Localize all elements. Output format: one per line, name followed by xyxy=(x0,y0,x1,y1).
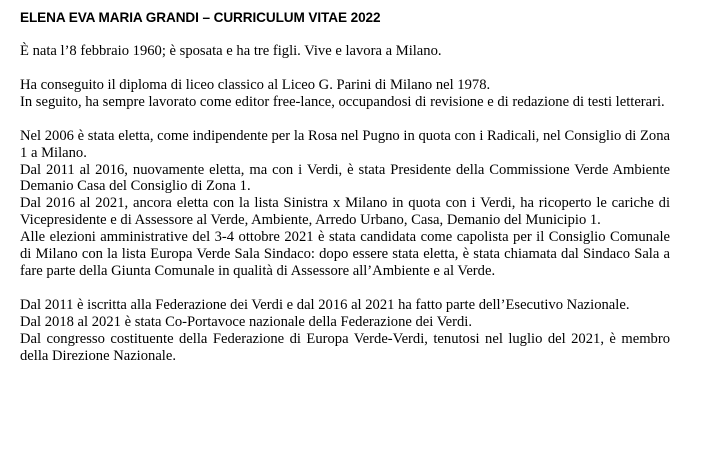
section-political-career xyxy=(20,128,670,280)
paragraph-direzione: Dal congresso costituente della Federazione di Europa Verde-Verdi, tenutosi nel luglio del 2021, è membro della Direzione Nazionale. xyxy=(20,330,670,364)
paragraph-2006: Nel 2006 è stata eletta, come indipendente per la Rosa nel Pugno in quota con i Radicali, nel Consiglio di Zona 1 a Milano. xyxy=(20,127,670,161)
paragraph-birth: È nata l’8 febbraio 1960; è sposata e ha tre figli. Vive e lavora a Milano. xyxy=(20,43,442,59)
section-education xyxy=(20,77,670,111)
paragraph-co-portavoce: Dal 2018 al 2021 è stata Co-Portavoce nazionale della Federazione dei Verdi. xyxy=(20,313,472,330)
paragraph-2021-elections: Alle elezioni amministrative del 3-4 ottobre 2021 è stata candidata come capolista per il Consiglio Comunale di Milano con la lista Europa Verde Sala Sindaco: dopo essere stata eletta, è stata chiamata dal Sindaco Sala a fare parte della Giunta Comunale in qualità di Assessore all’Ambiente e al Verde. xyxy=(20,229,670,279)
cv-page xyxy=(20,0,670,365)
document-title: ELENA EVA MARIA GRANDI – CURRICULUM VITAE 2022 xyxy=(20,10,381,25)
section-personal xyxy=(20,43,670,60)
paragraph-verdi-membership: Dal 2011 è iscritta alla Federazione dei Verdi e dal 2016 al 2021 ha fatto parte dell’Esecutivo Nazionale. xyxy=(20,296,630,313)
paragraph-editor: In seguito, ha sempre lavorato come editor free-lance, occupandosi di revisione e di redazione di testi letterari. xyxy=(20,93,665,110)
paragraph-2011-2016: Dal 2011 al 2016, nuovamente eletta, ma con i Verdi, è stata Presidente della Commissione Verde Ambiente Demanio Casa del Consiglio di Zona 1. xyxy=(20,161,670,195)
section-party xyxy=(20,297,670,365)
paragraph-diploma: Ha conseguito il diploma di liceo classico al Liceo G. Parini di Milano nel 1978. xyxy=(20,76,491,93)
paragraph-2016-2021: Dal 2016 al 2021, ancora eletta con la lista Sinistra x Milano in quota con i Verdi, ha ricoperto le cariche di Vicepresidente e di Assessore al Verde, Ambiente, Arredo Urbano, Casa, Demanio del Municipio 1. xyxy=(20,195,670,229)
